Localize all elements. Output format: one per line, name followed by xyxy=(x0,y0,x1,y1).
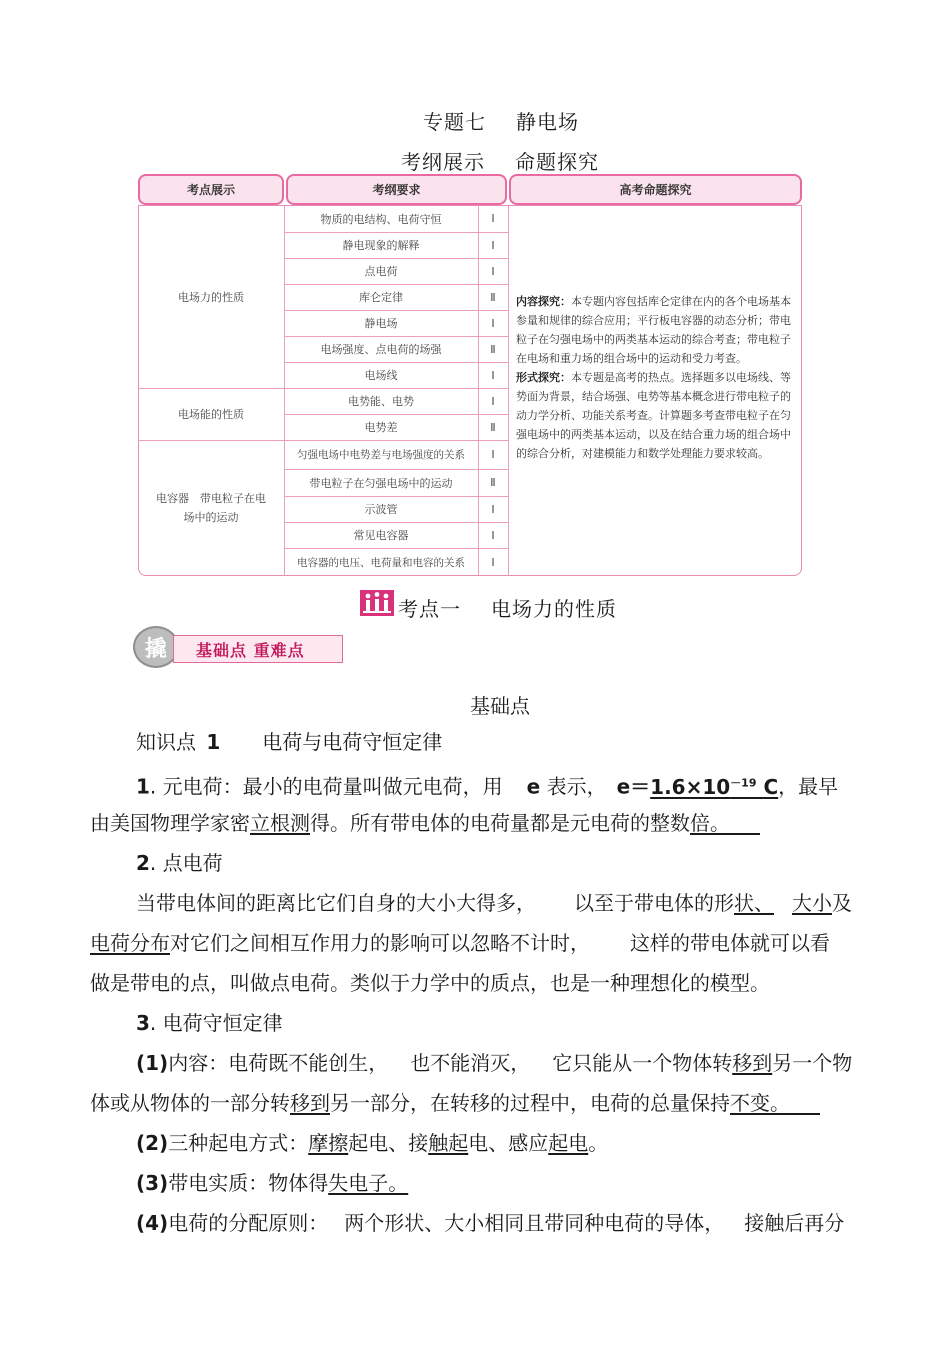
req-level: Ⅰ xyxy=(491,394,495,408)
p1-unit: C xyxy=(763,774,779,799)
paragraph-3-line-2 xyxy=(90,931,830,955)
p6-c: 电、感应 xyxy=(468,1131,549,1155)
paragraph-1-line-1 xyxy=(136,771,838,799)
header-exploration: 高考命题探究 xyxy=(509,174,802,205)
paragraph-3-line-1 xyxy=(136,891,852,915)
col-divider-3 xyxy=(508,205,509,576)
p1-e2: 得。所有带电体的电荷量都是元电荷的整数 xyxy=(310,811,690,835)
p3-d: 及 xyxy=(832,891,852,915)
form-label: 形式探究： xyxy=(516,371,571,384)
p4-text: . 电荷守恒定律 xyxy=(149,1011,283,1035)
p1-d: 由美国物理学家密 xyxy=(90,811,250,835)
p5-c: 它只能从一个物体转 xyxy=(552,1051,733,1075)
p1-e-symbol: e xyxy=(526,774,541,799)
chapter-title xyxy=(423,106,579,135)
form-text: 本专题是高考的热点。选择题多以电场线、等势面为背景，结合场强、电势等基本概念进行带电粒子的动力学分析、功能关系考查。计算题多考查带电粒子在匀强电场中的两类基本运动，以及在结合重力场的组合场中的综合分析，对建模能力和数学处理能力要求较高。 xyxy=(516,371,791,460)
content-label: 内容探究： xyxy=(516,295,571,308)
paragraph-4 xyxy=(136,1011,283,1035)
p2-number: 2 xyxy=(136,851,150,875)
p5-number: (1) xyxy=(136,1051,169,1075)
p5-a: 内容：电荷既不能创生， xyxy=(168,1051,389,1075)
subheading: 基础点 xyxy=(470,694,530,718)
req-level: Ⅱ xyxy=(490,420,496,434)
p5-d: 另一个物 xyxy=(772,1051,853,1075)
p7-underline-1: 失电子。 xyxy=(328,1171,409,1195)
p8-b: 两个形状、大小相同且带同种电荷的导体， xyxy=(344,1211,725,1235)
p1-c: ，最早 xyxy=(778,774,839,799)
p6-number: (2) xyxy=(136,1131,169,1155)
group-cell-2: 电场能的性质 xyxy=(178,408,244,421)
p8-c: 接触后再分 xyxy=(744,1211,845,1235)
group-cell-3: 电容器 带电粒子在电场中的运动 xyxy=(156,492,266,524)
req-level: Ⅰ xyxy=(491,264,495,278)
p1-value-base: 1.6×10 xyxy=(650,774,731,799)
exploration-text xyxy=(516,292,798,463)
p5-underline-1: 移到 xyxy=(732,1051,773,1075)
req-level: Ⅰ xyxy=(491,555,495,569)
syllabus-table xyxy=(138,174,802,576)
p8-a: 电荷的分配原则： xyxy=(168,1211,329,1235)
req-level: Ⅱ xyxy=(490,342,496,356)
p5-e: 体或从物体的一部分转 xyxy=(90,1091,290,1115)
p3-underline-2: 大小 xyxy=(792,891,832,915)
badge-text: 基础点 重难点 xyxy=(173,635,343,663)
p3-underline-3: 电荷分布 xyxy=(90,931,170,955)
req-level: Ⅰ xyxy=(491,502,495,516)
paragraph-5-line-2 xyxy=(90,1091,820,1115)
p1-underline-1: 立根测 xyxy=(250,811,310,835)
req-item: 点电荷 xyxy=(364,265,398,278)
req-item: 带电粒子在匀强电场中的运动 xyxy=(309,476,453,490)
p3-e: 对它们之间相互作用力的影响可以忽略不计时， xyxy=(170,931,590,955)
p3-f: 这样的带电体就可以看 xyxy=(630,931,830,955)
req-item: 电场强度、点电荷的场强 xyxy=(320,343,442,356)
p1-a: . 元电荷：最小的电荷量叫做元电荷，用 xyxy=(149,774,503,799)
p1-number: 1 xyxy=(136,774,150,799)
header-requirement: 考纲要求 xyxy=(286,174,507,205)
paragraph-2 xyxy=(136,851,223,875)
p8-number: (4) xyxy=(136,1211,169,1235)
p1-b: 表示， xyxy=(546,774,607,799)
req-item: 电势差 xyxy=(364,421,398,434)
section-left: 考纲展示 xyxy=(401,150,485,174)
p5-underline-3: 不变。 xyxy=(730,1091,820,1115)
paragraph-3-line-3: 做是带电的点，叫做点电荷。类似于力学中的质点，也是一种理想化的模型。 xyxy=(90,971,770,995)
p5-f: 另一部分，在转移的过程中，电荷的总量保持 xyxy=(330,1091,730,1115)
paragraph-6 xyxy=(136,1131,608,1155)
req-item: 匀强电场中电势差与电场强度的关系 xyxy=(297,449,465,461)
paragraph-7 xyxy=(136,1171,408,1195)
kp-title: 电荷与电荷守恒定律 xyxy=(262,730,443,754)
req-level: Ⅰ xyxy=(491,368,495,382)
req-item: 常见电容器 xyxy=(353,529,409,542)
req-item: 静电场 xyxy=(364,317,398,330)
p2-text: . 点电荷 xyxy=(149,851,223,875)
content-text: 本专题内容包括库仑定律在内的各个电场基本参量和规律的综合应用；平行板电容器的动态分析；带电粒子在匀强电场中的两类基本运动的综合考查；带电粒子在电场和重力场的组合场中的运动和受力考查。 xyxy=(516,295,791,365)
p1-exponent: －19 xyxy=(730,776,757,789)
topic-icon-graphic xyxy=(360,590,394,616)
req-level: Ⅰ xyxy=(491,448,495,461)
p5-underline-2: 移到 xyxy=(290,1091,330,1115)
req-item: 电容器的电压、电荷量和电容的关系 xyxy=(297,556,465,569)
p3-underline-1: 状、 xyxy=(734,891,774,915)
req-item: 静电现象的解释 xyxy=(342,239,420,252)
req-level: Ⅱ xyxy=(490,476,496,489)
req-item: 电场线 xyxy=(364,369,398,382)
p4-number: 3 xyxy=(136,1011,150,1035)
p7-number: (3) xyxy=(136,1171,169,1195)
p3-a: 当带电体间的距离比它们自身的大小大得多， xyxy=(136,891,536,915)
p7-a: 带电实质：物体得 xyxy=(168,1171,329,1195)
p6-a: 三种起电方式： xyxy=(168,1131,309,1155)
section-title xyxy=(401,146,599,175)
req-item: 示波管 xyxy=(364,503,398,516)
badge-icon: 撬 xyxy=(133,626,179,668)
req-level: Ⅰ xyxy=(491,528,495,542)
req-level: Ⅱ xyxy=(490,290,496,304)
topic-label: 考点一 xyxy=(398,597,461,621)
p6-underline-3: 起电 xyxy=(548,1131,589,1155)
p6-d: 。 xyxy=(588,1131,609,1155)
section-right: 命题探究 xyxy=(515,150,599,174)
kp-label: 知识点 xyxy=(136,730,196,754)
req-item: 物质的电结构、电荷守恒 xyxy=(320,212,442,226)
badge xyxy=(133,626,349,668)
p3-b: 以至于带电体的形 xyxy=(574,891,734,915)
p1-eq: e＝ xyxy=(616,774,651,799)
req-level: Ⅰ xyxy=(491,238,495,252)
p6-underline-2: 触起 xyxy=(428,1131,469,1155)
chapter-number: 专题七 xyxy=(423,110,486,134)
paragraph-5-line-1 xyxy=(136,1051,852,1075)
knowledge-point-heading xyxy=(136,730,442,754)
paragraph-1-line-2 xyxy=(90,811,760,835)
p1-value xyxy=(650,775,778,799)
p6-b: 起电、接 xyxy=(348,1131,429,1155)
kp-number: 1 xyxy=(206,730,221,754)
p5-b: 也不能消灭， xyxy=(410,1051,531,1075)
paragraph-8 xyxy=(136,1211,844,1235)
topic-icon xyxy=(360,590,394,616)
req-item: 电势能、电势 xyxy=(348,395,414,408)
group-cell-1: 电场力的性质 xyxy=(178,290,244,304)
topic-heading xyxy=(398,593,617,622)
p1-underline-2: 倍。 xyxy=(690,811,760,835)
req-level: Ⅰ xyxy=(491,212,495,225)
req-item: 库仑定律 xyxy=(359,291,403,304)
header-topic: 考点展示 xyxy=(138,174,284,205)
p6-underline-1: 摩擦 xyxy=(308,1131,349,1155)
req-level: Ⅰ xyxy=(491,316,495,330)
topic-name: 电场力的性质 xyxy=(491,597,617,621)
chapter-subject: 静电场 xyxy=(516,110,579,134)
